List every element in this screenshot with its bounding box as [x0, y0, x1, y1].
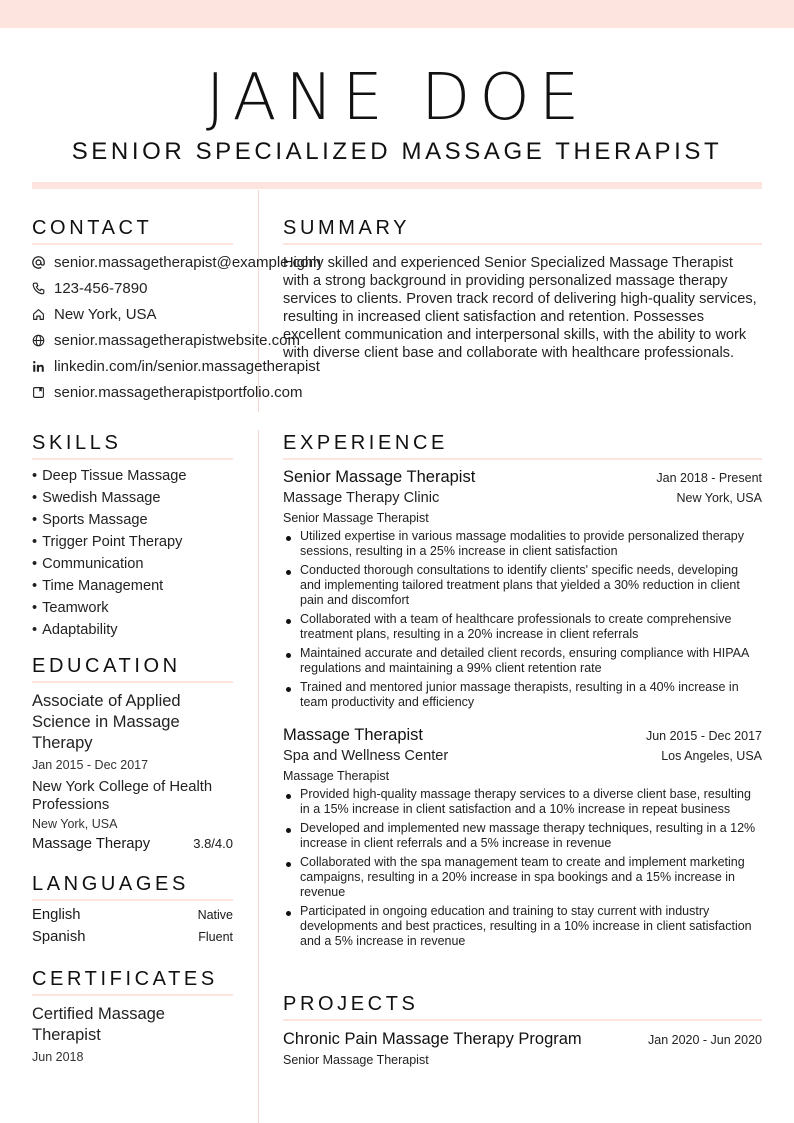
contact-location: [32, 301, 233, 327]
job-title: Senior Massage Therapist: [283, 468, 476, 486]
language-name: Spanish: [32, 929, 86, 945]
projects-heading: PROJECTS: [283, 991, 762, 1021]
project-role: Senior Massage Therapist: [283, 1053, 429, 1067]
job-bullet: Collaborated with a team of healthcare professionals to create comprehensive treatment plans, resulting in a 20% increase in client referrals: [283, 612, 762, 642]
contact-website-text: senior.massagetherapistwebsite.com: [54, 331, 300, 349]
languages-heading: LANGUAGES: [32, 871, 233, 901]
project-dates: Jan 2020 - Jun 2020: [648, 1033, 762, 1047]
contact-linkedin[interactable]: [32, 353, 320, 379]
linkedin-icon: [32, 360, 54, 373]
job-title: Massage Therapist: [283, 726, 424, 744]
skills-section: [32, 430, 233, 641]
candidate-title: SENIOR SPECIALIZED MASSAGE THERAPIST: [71, 138, 723, 165]
skill-item: • Deep Tissue Massage: [32, 465, 233, 487]
projects-section: [283, 991, 762, 1068]
job-dates: Jun 2015 - Dec 2017: [645, 729, 762, 743]
job-company: Massage Therapy Clinic: [283, 490, 440, 506]
job-bullet: Maintained accurate and detailed client records, ensuring compliance with HIPAA regulations and maintaining a 99% client retention rate: [283, 646, 762, 676]
contact-linkedin-text: linkedin.com/in/senior.massagetherapist: [54, 357, 320, 375]
top-accent-band: [0, 0, 794, 28]
language-item: [32, 907, 233, 929]
job-company: Spa and Wellness Center: [283, 748, 449, 764]
certificate-date: Jun 2018: [32, 1050, 84, 1064]
job-role: Massage Therapist: [283, 769, 390, 783]
job-location: New York, USA: [676, 491, 762, 505]
home-icon: [32, 308, 54, 321]
contact-email-text: senior.massagetherapist@example.com: [54, 253, 322, 271]
experience-heading: EXPERIENCE: [283, 430, 762, 460]
language-level: Fluent: [198, 930, 233, 944]
contact-heading: CONTACT: [32, 215, 233, 245]
job-bullet: Trained and mentored junior massage therapists, resulting in a 40% increase in team productivity and efficiency: [283, 680, 762, 710]
job-bullet: Collaborated with the spa management team to create and implement marketing campaigns, resulting in a 20% increase in spa bookings and a 15% increase in revenue: [283, 855, 762, 900]
contact-section: [32, 215, 322, 405]
contact-email[interactable]: [32, 249, 322, 275]
contact-phone[interactable]: [32, 275, 233, 301]
job-bullets: [283, 529, 762, 710]
experience-item: [283, 466, 762, 710]
language-level: Native: [197, 908, 233, 922]
language-name: English: [32, 907, 81, 923]
contact-portfolio-text: senior.massagetherapistportfolio.com: [54, 383, 303, 401]
contact-website[interactable]: [32, 327, 300, 353]
skill-item: • Swedish Massage: [32, 487, 233, 509]
summary-text: Highly skilled and experienced Senior Specialized Massage Therapist with a strong background in providing personalized massage therapy services to clients. Proven track record of delivering high-quality services, resulting in increased client satisfaction and retention. Possesses excellent communication and interpersonal skills, with the ability to work with diverse client base and collaborate with healthcare professionals.: [283, 255, 757, 361]
education-dates: Jan 2015 - Dec 2017: [32, 758, 149, 772]
certificates-heading: CERTIFICATES: [32, 966, 233, 996]
skill-item: • Sports Massage: [32, 509, 233, 531]
skill-item: • Trigger Point Therapy: [32, 531, 233, 553]
experience-section: [283, 430, 762, 953]
contact-location-text: New York, USA: [54, 305, 157, 323]
skill-item: • Teamwork: [32, 597, 233, 619]
contact-portfolio[interactable]: [32, 379, 303, 405]
column-divider-bottom: [258, 430, 259, 1123]
job-dates: Jan 2018 - Present: [656, 471, 762, 485]
job-bullet: Participated in ongoing education and training to stay current with industry developments and best practices, resulting in a 10% increase in client satisfaction and a 5% increase in revenue: [283, 904, 762, 949]
education-gpa-row: [32, 836, 233, 852]
languages-section: [32, 871, 233, 951]
project-item: [283, 1028, 762, 1068]
project-title: Chronic Pain Massage Therapy Program: [283, 1030, 582, 1048]
education-degree: Associate of Applied Science in Massage Therapy: [32, 692, 181, 752]
skill-item: • Adaptability: [32, 619, 233, 641]
job-location: Los Angeles, USA: [661, 749, 762, 763]
skills-heading: SKILLS: [32, 430, 233, 460]
certificates-section: [32, 966, 233, 1065]
column-divider-top: [258, 190, 259, 412]
education-field: Massage Therapy: [32, 836, 151, 852]
education-school: New York College of Health Professions: [32, 779, 213, 813]
phone-icon: [32, 282, 54, 295]
language-item: [32, 929, 233, 951]
header-divider: [32, 182, 762, 189]
at-icon: [32, 256, 54, 269]
education-gpa: 3.8/4.0: [193, 836, 233, 851]
skill-item: • Communication: [32, 553, 233, 575]
experience-item: [283, 724, 762, 949]
globe-icon: [32, 334, 54, 347]
summary-heading: SUMMARY: [283, 215, 762, 245]
job-bullet: Conducted thorough consultations to identify clients' specific needs, developing and implementing tailored treatment plans that yielded a 30% reduction in client pain and discomfort: [283, 563, 762, 608]
candidate-name: JANE DOE: [205, 61, 589, 135]
skill-item: • Time Management: [32, 575, 233, 597]
certificate-name: Certified Massage Therapist: [32, 1005, 165, 1044]
job-bullet: Provided high-quality massage therapy services to a diverse client base, resulting in a 15% increase in client satisfaction and a 10% increase in repeat business: [283, 787, 762, 817]
contact-phone-text: 123-456-7890: [54, 279, 148, 297]
education-section: [32, 653, 233, 852]
education-heading: EDUCATION: [32, 653, 233, 683]
portfolio-icon: [32, 386, 54, 399]
job-bullet: Developed and implemented new massage therapy techniques, resulting in a 12% increase in client referrals and a 5% increase in revenue: [283, 821, 762, 851]
education-location: New York, USA: [32, 817, 118, 831]
summary-section: [283, 215, 762, 362]
job-bullet: Utilized expertise in various massage modalities to provide personalized therapy sessions, resulting in a 25% increase in client satisfaction: [283, 529, 762, 559]
job-role: Senior Massage Therapist: [283, 511, 429, 525]
job-bullets: [283, 787, 762, 949]
